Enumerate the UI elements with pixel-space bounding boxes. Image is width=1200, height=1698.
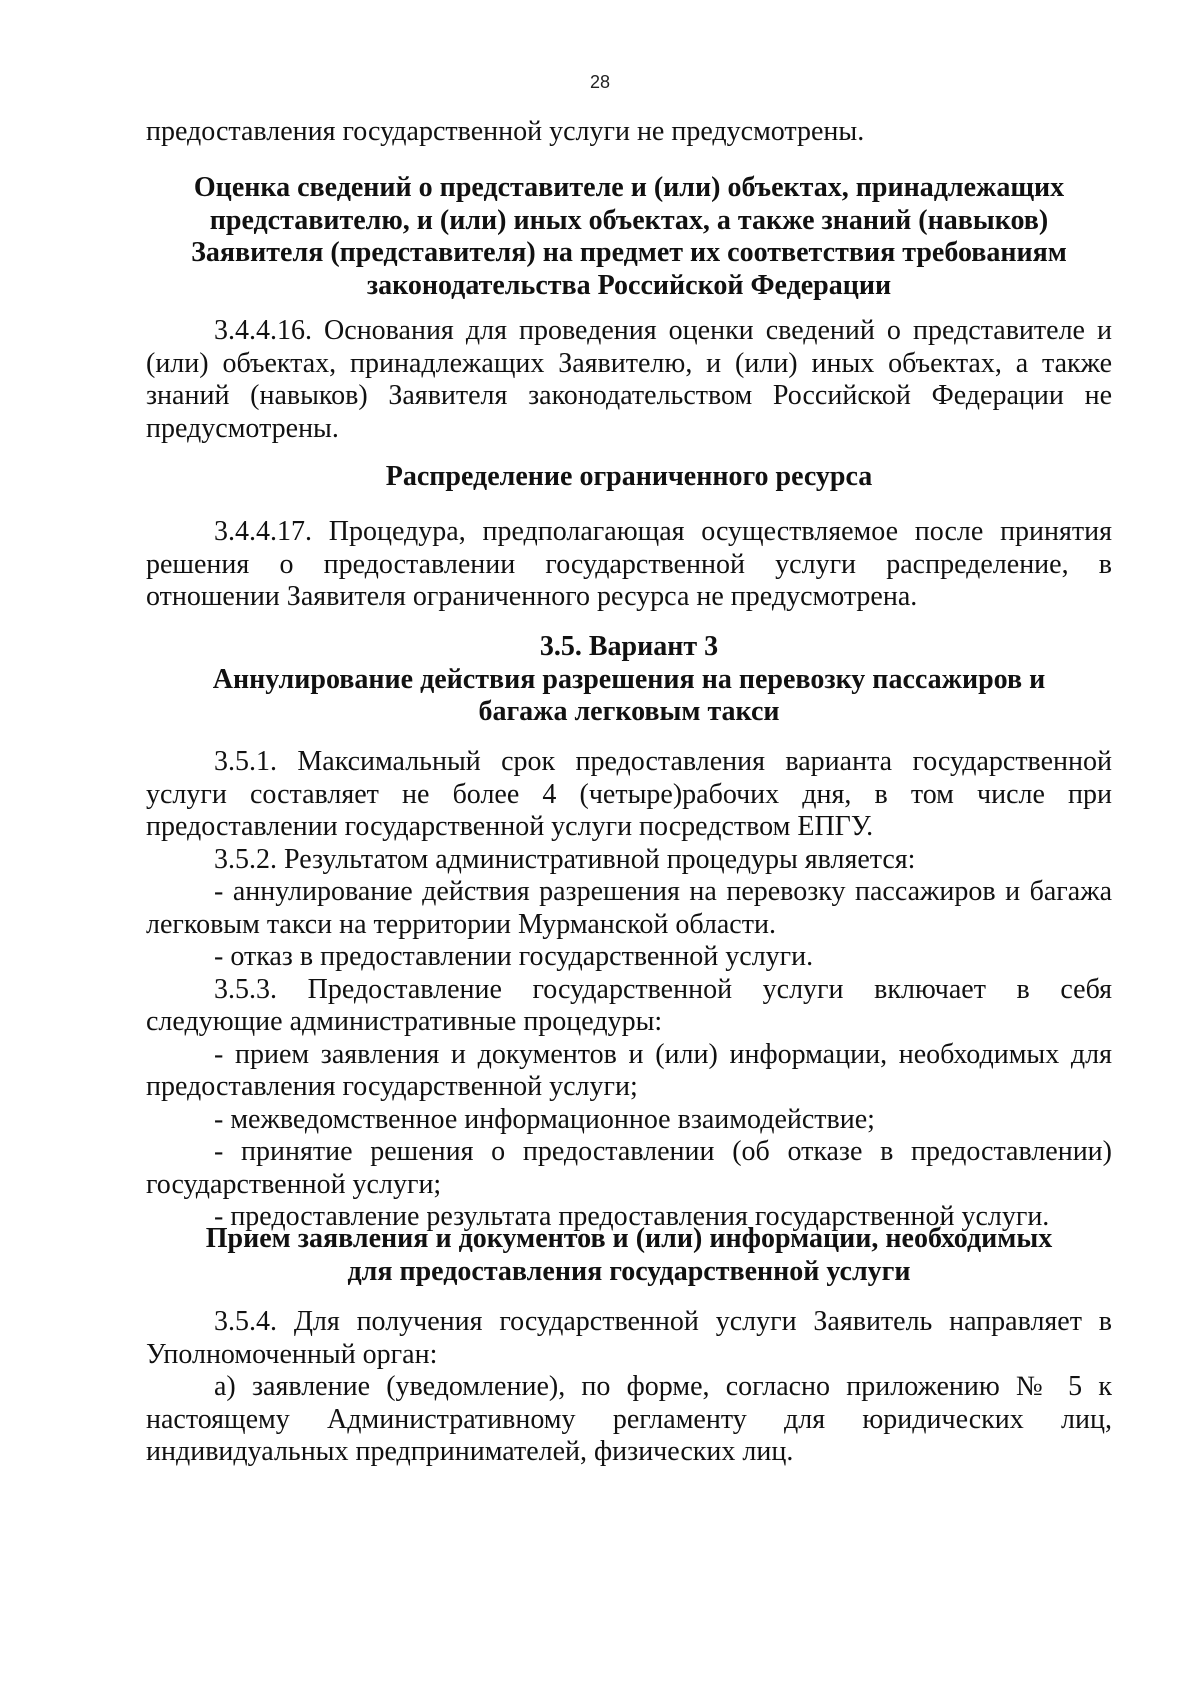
intro-paragraph: [146, 116, 1112, 149]
heading-reception: [146, 1223, 1112, 1288]
heading-line: Распределение ограниченного ресурса: [385, 461, 873, 492]
paragraph-3-4-4-16: [146, 315, 1112, 445]
heading-line: Оценка сведений о представителе и (или) объектах, принадлежащих: [193, 172, 1065, 203]
text-line: - прием заявления и документов и (или) информации, необходимых для: [214, 1038, 1112, 1070]
text-line: - принятие решения о предоставлении (об отказе в предоставлении): [214, 1136, 1112, 1167]
text-line: 3.5.1. Максимальный срок предоставления варианта государственной: [214, 746, 1112, 777]
paragraph-3-4-4-17: [146, 516, 1112, 614]
heading-line: для предоставления государственной услуги: [347, 1255, 911, 1287]
heading-line: Заявителя (представителя) на предмет их соответствия требованиям: [191, 237, 1067, 268]
text-line: - аннулирование действия разрешения на перевозку пассажиров и багажа: [214, 876, 1112, 907]
text-line: предоставления государственной услуги не предусмотрены.: [146, 116, 865, 147]
heading-line: представителю, и (или) иных объектах, а также знаний (навыков): [209, 204, 1049, 236]
heading-assessment: [146, 172, 1112, 302]
text-line: предусмотрены.: [146, 412, 339, 444]
text-line: государственной услуги;: [146, 1168, 442, 1200]
text-line: 3.4.4.16. Основания для проведения оценки сведений о представителе и: [214, 315, 1112, 346]
text-line: 3.5.3. Предоставление государственной услуги включает в себя: [214, 973, 1112, 1005]
text-line: знаний (навыков) Заявителя законодательством Российской Федерации не: [146, 380, 1112, 411]
text-line: следующие административные процедуры:: [146, 1006, 663, 1037]
text-line: 3.5.4. Для получения государственной услуги Заявитель направляет в: [214, 1306, 1112, 1337]
text-line: Уполномоченный орган:: [146, 1338, 438, 1370]
text-line: - предоставление результата предоставления государственной услуги.: [214, 1201, 1050, 1232]
text-line: решения о предоставлении государственной услуги распределение, в: [146, 548, 1112, 580]
text-line: а) заявление (уведомление), по форме, согласно приложению № 5 к: [214, 1371, 1112, 1402]
text-line: предоставлении государственной услуги посредством ЕПГУ.: [146, 811, 874, 842]
text-line: предоставления государственной услуги;: [146, 1071, 638, 1102]
text-line: 3.5.2. Результатом административной процедуры является:: [214, 843, 916, 875]
text-line: настоящему Административному регламенту для юридических лиц,: [146, 1403, 1112, 1435]
heading-line: законодательства Российской Федерации: [366, 269, 892, 301]
section-3-5: [146, 746, 1112, 1234]
heading-line: Прием заявления и документов и (или) информации, необходимых: [205, 1223, 1053, 1254]
text-line: услуги составляет не более 4 (четыре)рабочих дня, в том числе при: [146, 778, 1112, 810]
text-line: 3.4.4.17. Процедура, предполагающая осуществляемое после принятия: [214, 516, 1112, 547]
heading-resource: [146, 461, 1112, 494]
page-number: 28: [589, 72, 611, 92]
heading-line: 3.5. Вариант 3: [539, 631, 719, 662]
text-line: отношении Заявителя ограниченного ресурса не предусмотрена.: [146, 581, 918, 612]
text-line: индивидуальных предпринимателей, физических лиц.: [146, 1436, 794, 1467]
text-line: (или) объектах, принадлежащих Заявителю, и (или) иных объектах, а также: [146, 347, 1112, 379]
text-line: - отказ в предоставлении государственной услуги.: [214, 941, 814, 972]
section-3-5-4: [146, 1306, 1112, 1469]
text-line: - межведомственное информационное взаимодействие;: [214, 1103, 875, 1135]
heading-line: Аннулирование действия разрешения на перевозку пассажиров и: [212, 663, 1046, 695]
text-line: легковым такси на территории Мурманской области.: [146, 908, 776, 940]
heading-line: багажа легковым такси: [478, 696, 780, 727]
heading-variant-3: [146, 631, 1112, 729]
